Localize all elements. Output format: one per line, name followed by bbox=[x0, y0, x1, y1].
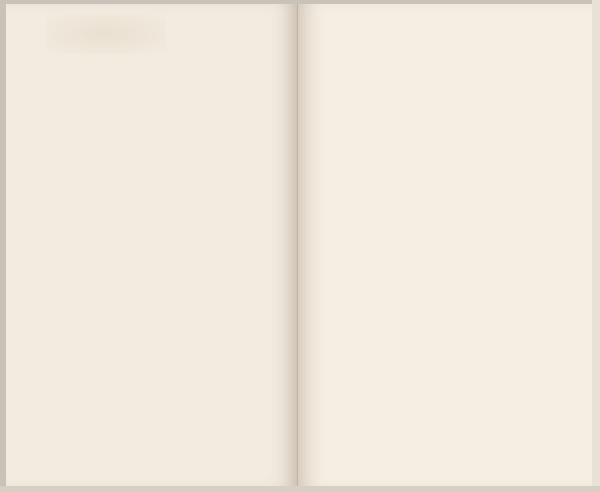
page-edge-bottom bbox=[0, 486, 600, 492]
body-text bbox=[36, 44, 272, 449]
left-page bbox=[6, 4, 298, 488]
page-edge-right bbox=[592, 0, 600, 492]
right-page bbox=[298, 4, 594, 488]
